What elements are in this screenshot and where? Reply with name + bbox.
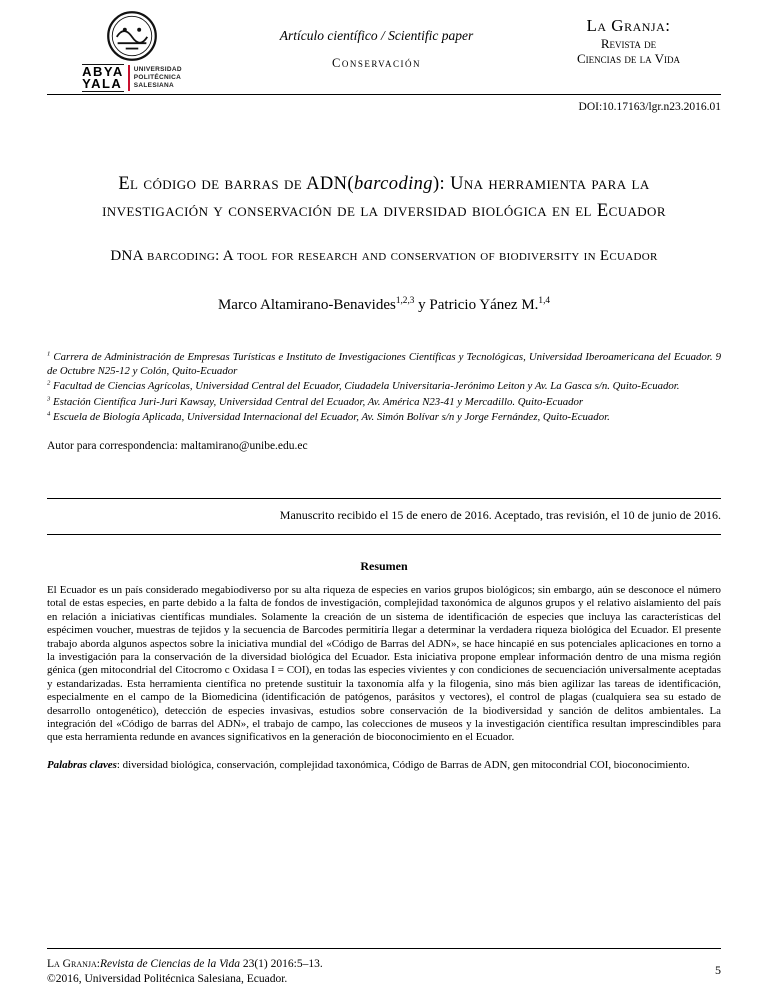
journal-subtitle-1: Revista de <box>600 36 657 51</box>
paper-title-spanish <box>72 171 697 225</box>
abya-yala-emblem-icon <box>106 10 158 62</box>
title-es-part2: ): Una herramienta para la investigación y conservación de la diversidad biológica en el Ecuador <box>102 174 666 221</box>
university-logo <box>47 10 217 92</box>
affiliation-item <box>47 395 721 409</box>
affiliation-1-sup: 1 <box>47 350 51 358</box>
author-1-name: Marco Altamirano-Benavides <box>217 297 396 313</box>
keywords-line <box>47 759 721 772</box>
journal-name: La Granja: <box>586 16 671 35</box>
footer-journal-subtitle: Revista de Ciencias de la Vida <box>99 958 240 970</box>
header-center <box>217 10 536 71</box>
authors-line <box>47 297 721 314</box>
page-footer <box>47 948 721 987</box>
abya-yala-wordmark <box>82 64 124 92</box>
footer-citation <box>47 957 323 972</box>
affiliation-1-text: Carrera de Administración de Empresas Turísticas e Instituto de Investigaciones Científicas y Tecnológicas, Universidad Iberoamericana del Ecuador. 9 de Octubre N25-12 y Colón, Quito-Ecuador <box>47 351 721 378</box>
journal-subtitle-2: Ciencias de la Vida <box>576 51 681 66</box>
footer-copyright: ©2016, Universidad Politécnica Salesiana, Ecuador. <box>47 973 288 985</box>
affiliation-2-text: Facultad de Ciencias Agrícolas, Universidad Central del Ecuador, Ciudadela Universitaria-Jerónimo Leiton y Av. La Gasca s/n. Quito-Ecuador. <box>50 380 680 393</box>
manuscript-dates: Manuscrito recibido el 15 de enero de 2016. Aceptado, tras revisión, el 10 de junio de 2016. <box>47 498 721 535</box>
affiliation-2-sup: 2 <box>47 379 51 387</box>
footer-text-block <box>47 957 323 987</box>
header <box>47 10 721 94</box>
footer-journal-name: La Granja: <box>47 958 100 970</box>
affiliations-list <box>47 350 721 424</box>
journal-title-block <box>536 10 721 66</box>
affiliation-4-text: Escuela de Biología Aplicada, Universidad Internacional del Ecuador, Av. Simón Bolívar s/n y Jorge Fernández, Quito-Ecuador. <box>50 410 610 423</box>
affiliation-4-sup: 4 <box>47 410 51 418</box>
university-line-1: UNIVERSIDAD <box>133 66 182 73</box>
abstract-heading: Resumen <box>360 559 408 574</box>
header-rule <box>47 94 721 95</box>
logo-divider <box>128 65 130 91</box>
section-label: Conservación <box>332 56 421 70</box>
keywords-label: Palabras claves <box>47 758 117 771</box>
title-es-italic: barcoding <box>353 174 433 194</box>
correspondence-line: Autor para correspondencia: maltamirano@unibe.edu.ec <box>47 440 308 453</box>
title-es-part1: El código de barras de ADN( <box>118 174 354 194</box>
article-type-label: Artículo científico / Scientific paper <box>279 28 474 43</box>
doi: DOI:10.17163/lgr.n23.2016.01 <box>578 101 721 113</box>
logo-abya-text: ABYA <box>82 64 124 79</box>
affiliation-item <box>47 350 721 378</box>
keywords-text: : diversidad biológica, conservación, complejidad taxonómica, Código de Barras de ADN, gen mitocondrial COI, bioconocimiento. <box>116 758 690 771</box>
abstract-body: El Ecuador es un país considerado megabiodiverso por su alta riqueza de especies en varios grupos biológicos; sin embargo, aún se desconoce el número total de estas especies, en parte debido a la falta de fondos de investigación, complejidad taxonómica de algunos grupos y el relativo aislamiento del país en relación a iniciativas científicas mundiales. Solamente la creación de un sistema de identificación de especies que incluya las características del espécimen voucher, muestras de tejidos y la secuencia de Barcodes permitiría llegar a determinar la verdadera riqueza biológica del Ecuador. El presente trabajo aborda algunos aspectos sobre la iniciativa mundial del «Código de Barras del ADN», se hace hincapié en sus potenciales aplicaciones en torno a la investigación para la conservación de la diversidad biológica del Ecuador. Esta iniciativa propone emplear información dentro de una misma región génica (gen mitocondrial del Citocromo c Oxidasa I = COI), en todas las especies vivientes y con condiciones de secuenciación universalmente aceptadas y estandarizadas. Esta herramienta científica no pretende sustituir la taxonomía alfa y la filogenia, sino más bien agilizar las tareas de identificación, especialmente en el campo de la Biomedicina (identificación de patógenos, parásitos y vectores), el control de plagas (cualquiera sea su estado de desarrollo ontogenético), detección de especies invasivas, estudios sobre conservación de la biodiversidad y sanción de delitos ambientales. La integración del «Código de barras del ADN», el trabajo de campo, las colecciones de museos y la investigación científica resultan imprescindibles para que esta herramienta redunde en avances significativos en la generación de bioconocimiento en el Ecuador. <box>47 584 721 744</box>
author-2-name: Patricio Yánez M. <box>429 297 539 313</box>
university-name-block <box>134 66 182 90</box>
affiliation-3-sup: 3 <box>47 395 51 403</box>
authors-separator: y <box>414 297 430 313</box>
footer-citation-rest: 23(1) 2016:5–13. <box>239 958 323 970</box>
author-2-affil-sup: 1,4 <box>538 296 551 306</box>
author-1-affil-sup: 1,2,3 <box>395 296 415 306</box>
affiliation-3-text: Estación Científica Juri-Juri Kawsay, Universidad Central del Ecuador, Av. América N23-41 y Mercadillo. Quito-Ecuador <box>50 395 584 408</box>
affiliation-item <box>47 410 721 424</box>
paper-title-english: DNA barcoding: A tool for research and conservation of biodiversity in Ecuador <box>110 248 658 264</box>
university-line-3: SALESIANA <box>133 82 175 89</box>
university-line-2: POLITÉCNICA <box>133 74 182 81</box>
page-number: 5 <box>715 963 721 977</box>
affiliation-item <box>47 379 721 393</box>
logo-yala-text: YALA <box>82 76 123 91</box>
logo-text-row <box>82 64 182 92</box>
